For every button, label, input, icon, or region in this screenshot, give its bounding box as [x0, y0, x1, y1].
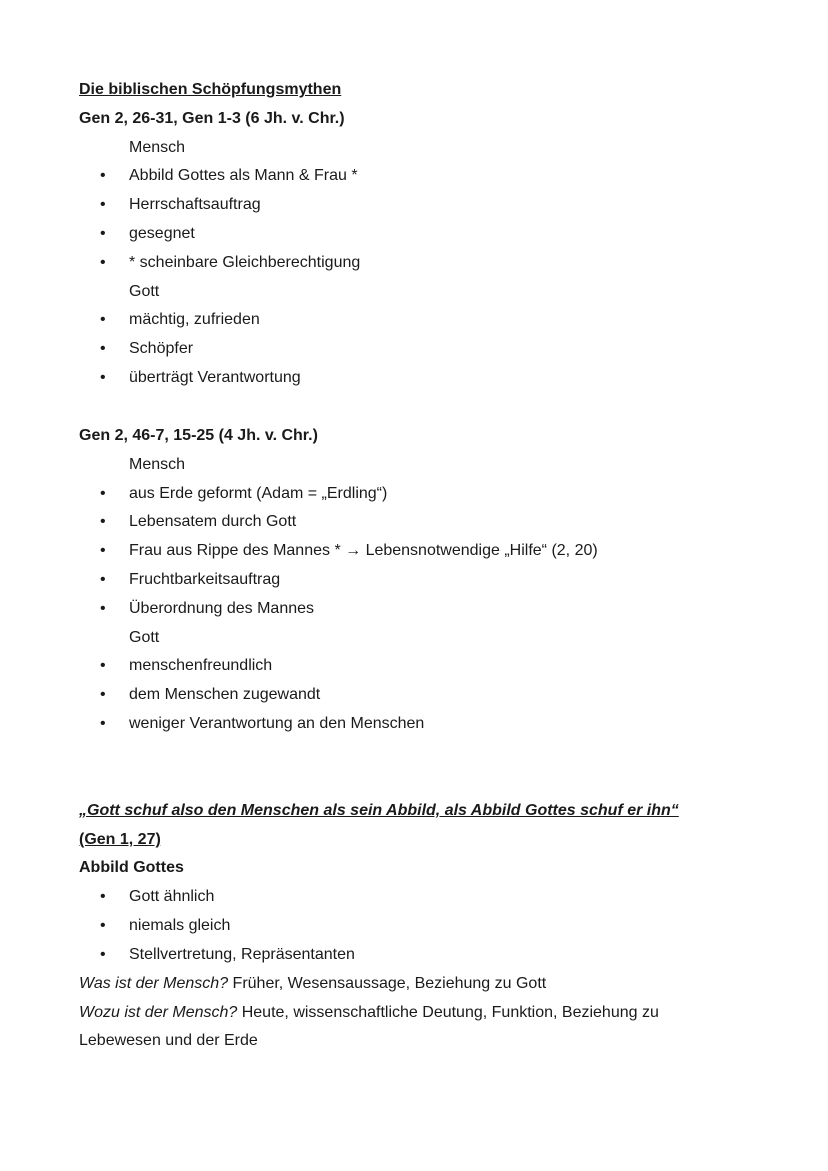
section2-mensch-label: Mensch [129, 456, 186, 473]
list-item: • überträgt Verantwortung [100, 369, 301, 386]
list-item: • weniger Verantwortung an den Menschen [100, 715, 425, 732]
list-item: • menschenfreundlich [100, 657, 273, 674]
list-item: • Stellvertretung, Repräsentanten [100, 946, 355, 963]
bullet-icon: • [100, 513, 106, 530]
list-item: • Gott ähnlich [100, 888, 215, 905]
section2-heading: Gen 2, 46-7, 15-25 (4 Jh. v. Chr.) [79, 427, 318, 444]
question-what-text: Früher, Wesensaussage, Beziehung zu Gott [228, 975, 547, 992]
bullet-icon: • [100, 167, 106, 184]
list-item: • gesegnet [100, 225, 195, 242]
section1-heading: Gen 2, 26-31, Gen 1-3 (6 Jh. v. Chr.) [79, 110, 345, 127]
bullet-icon: • [100, 715, 106, 732]
list-item: • Schöpfer [100, 340, 194, 357]
bullet-icon: • [100, 196, 106, 213]
list-item: • Frau aus Rippe des Mannes * → Lebensnotwendige „Hilfe“ (2, 20) [100, 542, 598, 559]
bullet-icon: • [100, 254, 106, 271]
bullet-icon: • [100, 369, 106, 386]
list-item: • aus Erde geformt (Adam = „Erdling“) [100, 485, 388, 502]
question-why [79, 1003, 659, 1023]
bible-quote-reference: (Gen 1, 27) [79, 831, 161, 848]
list-item: • Lebensatem durch Gott [100, 513, 297, 530]
bullet-icon: • [100, 542, 106, 559]
list-item: • Fruchtbarkeitsauftrag [100, 571, 281, 588]
bullet-icon: • [100, 311, 106, 328]
list-item: • dem Menschen zugewandt [100, 686, 321, 703]
section3-heading: Abbild Gottes [79, 859, 184, 876]
bible-quote: „Gott schuf also den Menschen als sein Abbild, als Abbild Gottes schuf er ihn“ [79, 802, 679, 819]
bullet-icon: • [100, 600, 106, 617]
section2-gott-label: Gott [129, 629, 160, 646]
list-item: • niemals gleich [100, 917, 231, 934]
list-item: • Abbild Gottes als Mann & Frau * [100, 167, 358, 184]
bullet-icon: • [100, 657, 106, 674]
question-why-text: Heute, wissenschaftliche Deutung, Funktion, Beziehung zu [237, 1004, 659, 1021]
list-item: • * scheinbare Gleichberechtigung [100, 254, 361, 271]
bullet-icon: • [100, 888, 106, 905]
question-why-label: Wozu ist der Mensch? [79, 1004, 238, 1021]
section1-mensch-label: Mensch [129, 139, 186, 156]
list-item: • mächtig, zufrieden [100, 311, 260, 328]
question-what [79, 974, 546, 994]
list-item: • Herrschaftsauftrag [100, 196, 261, 213]
bullet-icon: • [100, 225, 106, 242]
bullet-icon: • [100, 485, 106, 502]
list-item: • Überordnung des Mannes [100, 600, 315, 617]
question-why-continuation: Lebewesen und der Erde [79, 1032, 258, 1049]
bullet-icon: • [100, 571, 106, 588]
bullet-icon: • [100, 686, 106, 703]
question-what-label: Was ist der Mensch? [79, 975, 229, 992]
bullet-icon: • [100, 917, 106, 934]
section1-gott-label: Gott [129, 283, 160, 300]
bullet-icon: • [100, 946, 106, 963]
bullet-icon: • [100, 340, 106, 357]
document-title: Die biblischen Schöpfungsmythen [79, 81, 342, 98]
